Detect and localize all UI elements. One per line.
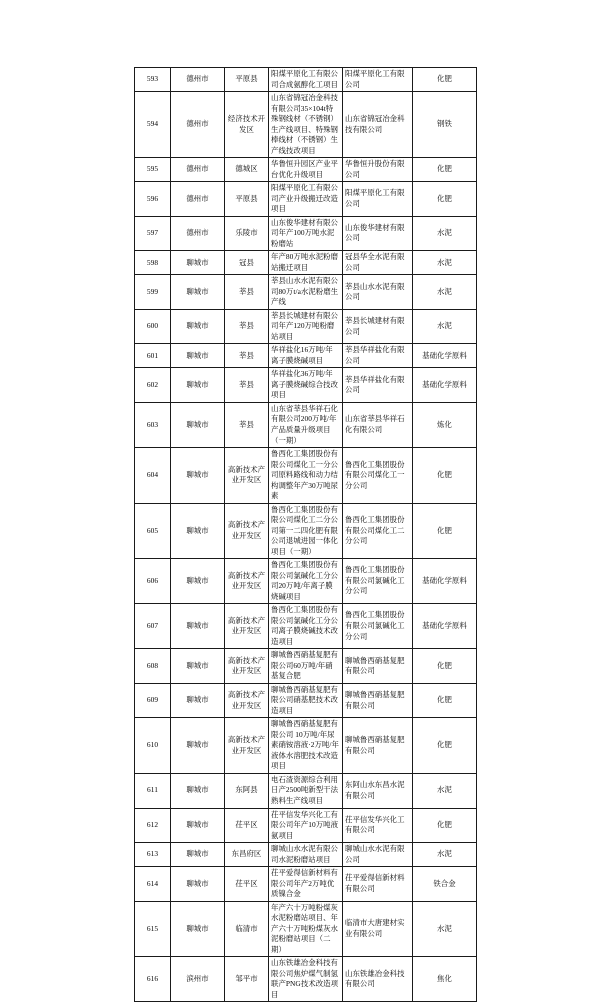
cell-enterprise-name: 莘县华祥盐化有限公司 — [343, 368, 413, 403]
cell-project-name: 莘县山水水泥有限公司80万t/a水泥粉磨生产线 — [269, 275, 343, 310]
cell-industry-category: 化肥 — [413, 808, 477, 843]
cell-industry-category: 基础化学原料 — [413, 559, 477, 604]
table-row — [135, 344, 477, 368]
cell-enterprise-name: 莘县华祥盐化有限公司 — [343, 344, 413, 368]
cell-sequence: 608 — [135, 649, 171, 684]
cell-industry-category: 化肥 — [413, 68, 477, 92]
cell-city: 滨州市 — [171, 957, 225, 1002]
table-row — [135, 216, 477, 251]
cell-city: 聊城市 — [171, 604, 225, 649]
table-row — [135, 251, 477, 275]
cell-sequence: 616 — [135, 957, 171, 1002]
cell-sequence: 597 — [135, 216, 171, 251]
cell-enterprise-name: 阳煤平原化工有限公司 — [343, 182, 413, 217]
cell-enterprise-name: 阳煤平原化工有限公司 — [343, 68, 413, 92]
cell-city: 聊城市 — [171, 773, 225, 808]
cell-city: 聊城市 — [171, 649, 225, 684]
cell-industry-category: 水泥 — [413, 309, 477, 344]
cell-city: 聊城市 — [171, 683, 225, 718]
table-row — [135, 92, 477, 158]
cell-sequence: 605 — [135, 503, 171, 559]
cell-industry-category: 钢铁 — [413, 92, 477, 158]
cell-district: 高新技术产业开发区 — [225, 604, 269, 649]
table-row — [135, 182, 477, 217]
cell-enterprise-name: 鲁西化工集团股份有限公司煤化工二分公司 — [343, 503, 413, 559]
cell-enterprise-name: 聊城山水水泥有限公司 — [343, 843, 413, 867]
cell-district: 经济技术开发区 — [225, 92, 269, 158]
cell-industry-category: 化肥 — [413, 503, 477, 559]
cell-city: 聊城市 — [171, 402, 225, 447]
table-row — [135, 649, 477, 684]
cell-district: 德城区 — [225, 158, 269, 182]
cell-sequence: 594 — [135, 92, 171, 158]
cell-district: 平原县 — [225, 182, 269, 217]
cell-enterprise-name: 聊城鲁西硝基复肥有限公司 — [343, 683, 413, 718]
cell-project-name: 山东铁雄冶金科技有限公司焦炉煤气制氢联产PNG技术改造项目 — [269, 957, 343, 1002]
cell-project-name: 阳煤平原化工有限公司产业升级搬迁改造项目 — [269, 182, 343, 217]
cell-sequence: 613 — [135, 843, 171, 867]
cell-project-name: 华鲁恒升园区产业平台优化升级项目 — [269, 158, 343, 182]
cell-city: 聊城市 — [171, 808, 225, 843]
cell-enterprise-name: 鲁西化工集团股份有限公司氯碱化工分公司 — [343, 604, 413, 649]
cell-sequence: 598 — [135, 251, 171, 275]
cell-city: 聊城市 — [171, 559, 225, 604]
cell-project-name: 鲁西化工集团股份有限公司氯碱化工分公司20万吨/年离子膜烧碱项目 — [269, 559, 343, 604]
table-row — [135, 503, 477, 559]
cell-sequence: 614 — [135, 867, 171, 902]
cell-sequence: 610 — [135, 718, 171, 774]
cell-district: 莘县 — [225, 368, 269, 403]
cell-city: 聊城市 — [171, 448, 225, 504]
cell-city: 聊城市 — [171, 309, 225, 344]
cell-industry-category: 基础化学原料 — [413, 604, 477, 649]
cell-enterprise-name: 莘县山水水泥有限公司 — [343, 275, 413, 310]
cell-enterprise-name: 鲁西化工集团股份有限公司煤化工一分公司 — [343, 448, 413, 504]
project-table-container — [134, 67, 476, 1002]
cell-city: 德州市 — [171, 92, 225, 158]
cell-sequence: 615 — [135, 901, 171, 957]
cell-project-name: 聊城鲁西硝基复肥有限公司 10万吨/年尿素硝铵溶液·2万吨/年液体水溶肥技术改造项目 — [269, 718, 343, 774]
table-row — [135, 901, 477, 957]
cell-industry-category: 焦化 — [413, 957, 477, 1002]
cell-city: 聊城市 — [171, 368, 225, 403]
cell-sequence: 606 — [135, 559, 171, 604]
cell-city: 德州市 — [171, 158, 225, 182]
table-row — [135, 683, 477, 718]
cell-enterprise-name: 茌平爱得信新材料有限公司 — [343, 867, 413, 902]
cell-city: 聊城市 — [171, 867, 225, 902]
table-row — [135, 559, 477, 604]
cell-project-name: 聊城山水水泥有限公司水泥粉磨站项目 — [269, 843, 343, 867]
cell-enterprise-name: 聊城鲁西硝基复肥有限公司 — [343, 718, 413, 774]
project-table — [134, 67, 477, 1002]
cell-enterprise-name: 山东省莘县华祥石化有限公司 — [343, 402, 413, 447]
cell-industry-category: 水泥 — [413, 251, 477, 275]
cell-district: 邹平市 — [225, 957, 269, 1002]
table-row — [135, 808, 477, 843]
cell-project-name: 年产80万吨水泥粉磨站搬迁项目 — [269, 251, 343, 275]
cell-industry-category: 水泥 — [413, 275, 477, 310]
cell-industry-category: 铁合金 — [413, 867, 477, 902]
cell-sequence: 607 — [135, 604, 171, 649]
cell-industry-category: 化肥 — [413, 718, 477, 774]
cell-enterprise-name: 山东省锦冠冶金科技有限公司 — [343, 92, 413, 158]
cell-city: 聊城市 — [171, 718, 225, 774]
table-row — [135, 604, 477, 649]
cell-enterprise-name: 聊城鲁西硝基复肥有限公司 — [343, 649, 413, 684]
cell-sequence: 596 — [135, 182, 171, 217]
cell-district: 茌平区 — [225, 867, 269, 902]
cell-district: 东阿县 — [225, 773, 269, 808]
cell-sequence: 600 — [135, 309, 171, 344]
table-row — [135, 158, 477, 182]
cell-project-name: 年产六十万吨粉煤灰水泥粉磨站项目、年产六十万吨粉煤灰水泥粉磨站项目（二期） — [269, 901, 343, 957]
cell-enterprise-name: 山东俊华建材有限公司 — [343, 216, 413, 251]
cell-city: 聊城市 — [171, 251, 225, 275]
cell-district: 冠县 — [225, 251, 269, 275]
cell-district: 东昌府区 — [225, 843, 269, 867]
cell-project-name: 鲁西化工集团股份有限公司氯碱化工分公司离子膜烧碱技术改造项目 — [269, 604, 343, 649]
cell-project-name: 华祥盐化16万吨/年离子膜烧碱项目 — [269, 344, 343, 368]
cell-city: 聊城市 — [171, 344, 225, 368]
cell-sequence: 593 — [135, 68, 171, 92]
cell-project-name: 华祥盐化36万吨/年离子膜烧碱综合技改项目 — [269, 368, 343, 403]
cell-district: 平原县 — [225, 68, 269, 92]
cell-enterprise-name: 山东铁雄冶金科技有限公司 — [343, 957, 413, 1002]
cell-industry-category: 化肥 — [413, 683, 477, 718]
cell-district: 高新技术产业开发区 — [225, 649, 269, 684]
cell-project-name: 鲁西化工集团股份有限公司煤化工一分公司原料路线和动力结构调整年产30万吨尿素 — [269, 448, 343, 504]
cell-industry-category: 水泥 — [413, 216, 477, 251]
cell-project-name: 茌平爱得信新材料有限公司年产2万吨优质镍合金 — [269, 867, 343, 902]
table-row — [135, 718, 477, 774]
table-row — [135, 368, 477, 403]
cell-district: 高新技术产业开发区 — [225, 718, 269, 774]
cell-district: 莘县 — [225, 344, 269, 368]
cell-enterprise-name: 莘县长城建材有限公司 — [343, 309, 413, 344]
cell-project-name: 莘县长城建材有限公司年产120万吨粉磨站项目 — [269, 309, 343, 344]
cell-project-name: 聊城鲁西硝基复肥有限公司60万吨/年硝基复合肥 — [269, 649, 343, 684]
cell-enterprise-name: 茌平信发华兴化工有限公司 — [343, 808, 413, 843]
cell-city: 德州市 — [171, 182, 225, 217]
table-row — [135, 275, 477, 310]
cell-district: 临清市 — [225, 901, 269, 957]
cell-project-name: 阳煤平原化工有限公司合成氨醇化工项目 — [269, 68, 343, 92]
cell-sequence: 595 — [135, 158, 171, 182]
cell-city: 德州市 — [171, 68, 225, 92]
cell-industry-category: 水泥 — [413, 773, 477, 808]
cell-industry-category: 化肥 — [413, 448, 477, 504]
cell-industry-category: 水泥 — [413, 843, 477, 867]
cell-city: 聊城市 — [171, 503, 225, 559]
cell-district: 茌平区 — [225, 808, 269, 843]
cell-enterprise-name: 冠县华全水泥有限公司 — [343, 251, 413, 275]
cell-district: 高新技术产业开发区 — [225, 559, 269, 604]
table-row — [135, 309, 477, 344]
cell-industry-category: 基础化学原料 — [413, 368, 477, 403]
project-table-body — [135, 68, 477, 1002]
cell-sequence: 611 — [135, 773, 171, 808]
cell-project-name: 山东省锦冠冶金科技有限公司35×104t特殊钢线材（不锈钢）生产线项目、特殊钢棒线材（不锈钢）生产线技改项目 — [269, 92, 343, 158]
cell-industry-category: 炼化 — [413, 402, 477, 447]
cell-district: 莘县 — [225, 309, 269, 344]
cell-industry-category: 水泥 — [413, 901, 477, 957]
cell-enterprise-name: 临清市大唐建材实业有限公司 — [343, 901, 413, 957]
cell-city: 德州市 — [171, 216, 225, 251]
cell-project-name: 山东俊华建材有限公司年产100万吨水泥粉磨站 — [269, 216, 343, 251]
cell-city: 聊城市 — [171, 901, 225, 957]
cell-district: 莘县 — [225, 402, 269, 447]
cell-sequence: 609 — [135, 683, 171, 718]
cell-enterprise-name: 东阿山水东昌水泥有限公司 — [343, 773, 413, 808]
table-row — [135, 773, 477, 808]
table-row — [135, 402, 477, 447]
cell-industry-category: 化肥 — [413, 158, 477, 182]
cell-project-name: 聊城鲁西硝基复肥有限公司硝基肥技术改造项目 — [269, 683, 343, 718]
cell-sequence: 601 — [135, 344, 171, 368]
cell-district: 乐陵市 — [225, 216, 269, 251]
cell-industry-category: 化肥 — [413, 649, 477, 684]
cell-project-name: 电石渣资源综合利用日产2500吨新型干法熟料生产线项目 — [269, 773, 343, 808]
cell-sequence: 604 — [135, 448, 171, 504]
cell-sequence: 599 — [135, 275, 171, 310]
cell-district: 高新技术产业开发区 — [225, 503, 269, 559]
cell-district: 高新技术产业开发区 — [225, 683, 269, 718]
cell-city: 聊城市 — [171, 275, 225, 310]
cell-project-name: 山东省莘县华祥石化有限公司200万吨/年产品质量升级项目（一期） — [269, 402, 343, 447]
cell-city: 聊城市 — [171, 843, 225, 867]
table-row — [135, 448, 477, 504]
cell-industry-category: 基础化学原料 — [413, 344, 477, 368]
cell-enterprise-name: 华鲁恒升股份有限公司 — [343, 158, 413, 182]
cell-enterprise-name: 鲁西化工集团股份有限公司氯碱化工分公司 — [343, 559, 413, 604]
cell-industry-category: 化肥 — [413, 182, 477, 217]
table-row — [135, 843, 477, 867]
cell-district: 莘县 — [225, 275, 269, 310]
table-row — [135, 68, 477, 92]
cell-project-name: 鲁西化工集团股份有限公司煤化工二分公司第一二四化肥有限公司退城进园一体化项目（一期） — [269, 503, 343, 559]
cell-project-name: 茌平信发华兴化工有限公司年产10万吨液氨项目 — [269, 808, 343, 843]
cell-sequence: 612 — [135, 808, 171, 843]
cell-sequence: 603 — [135, 402, 171, 447]
table-row — [135, 957, 477, 1002]
table-row — [135, 867, 477, 902]
cell-district: 高新技术产业开发区 — [225, 448, 269, 504]
cell-sequence: 602 — [135, 368, 171, 403]
